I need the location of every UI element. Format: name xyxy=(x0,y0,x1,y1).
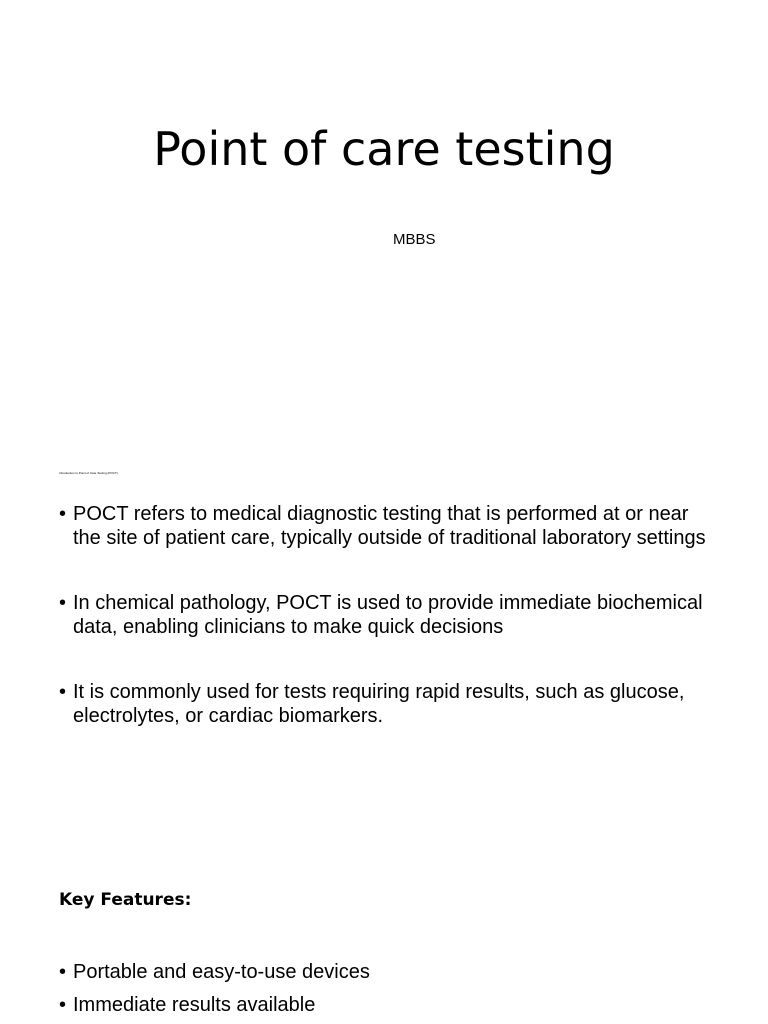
bullet-list xyxy=(59,502,719,728)
list-item: • In chemical pathology, POCT is used to provide immediate biochemical data, enabling clinicians to make quick decisions xyxy=(59,591,719,639)
slide-subtitle: MBBS xyxy=(393,231,436,248)
list-item: • Portable and easy-to-use devices xyxy=(59,960,719,984)
slide-title: Point of care testing xyxy=(153,122,615,176)
list-item: • POCT refers to medical diagnostic testing that is performed at or near the site of patient care, typically outside of traditional laboratory settings xyxy=(59,502,719,550)
list-item: • Immediate results available xyxy=(59,993,719,1017)
list-item: • It is commonly used for tests requiring rapid results, such as glucose, electrolytes, or cardiac biomarkers. xyxy=(59,680,719,728)
key-features-heading: Key Features: xyxy=(59,890,192,910)
key-features-list xyxy=(59,960,719,1024)
section-heading: Introduction to Point of Care Testing (POCT) xyxy=(59,471,118,475)
